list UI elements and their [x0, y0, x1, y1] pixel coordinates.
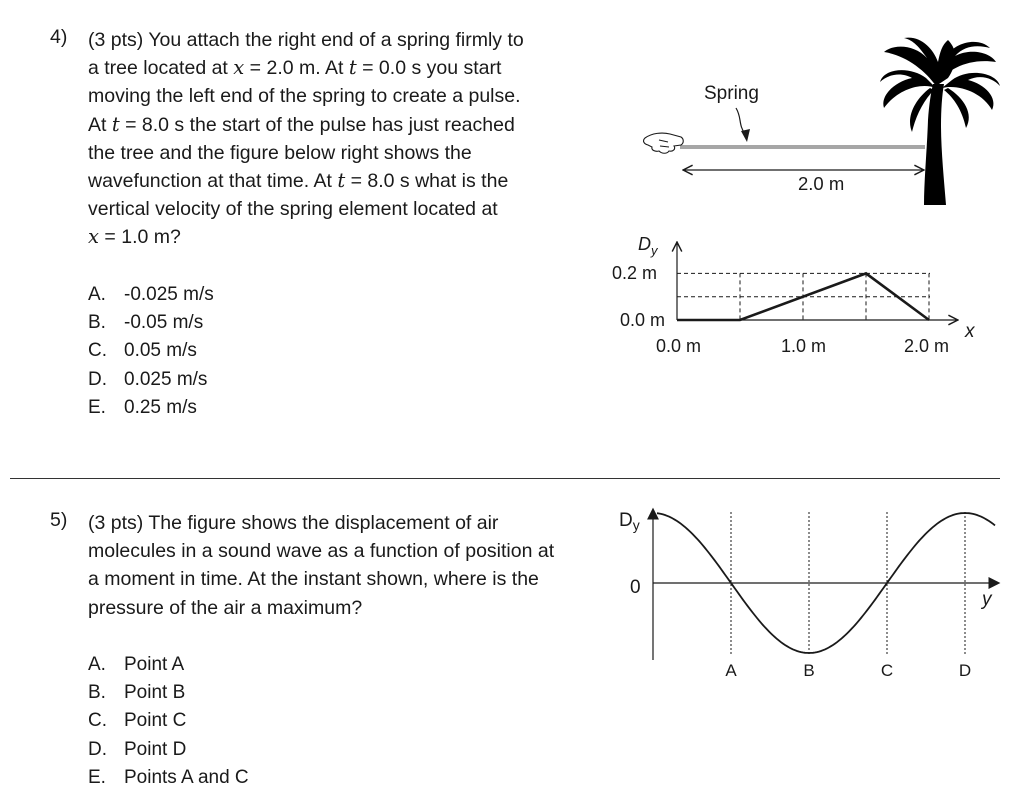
choice-letter: D.	[88, 368, 107, 390]
choice-letter: D.	[88, 738, 107, 760]
choice-letter: B.	[88, 682, 106, 704]
text-segment: = 8.0 s what is the	[345, 170, 509, 193]
math-variable: x	[233, 56, 245, 80]
q5-x-axis-label: y	[982, 589, 992, 610]
q5-point-label-a: A	[725, 661, 737, 680]
palm-tree-icon	[880, 38, 1000, 205]
text-segment: (3 pts) You attach the right end of a spring firmly to	[88, 29, 524, 51]
q4-number: 4)	[50, 26, 68, 48]
distance-label: 2.0 m	[798, 173, 845, 194]
text-segment: the tree and the figure below right shows the	[88, 141, 472, 164]
q4-x-axis-label: x	[965, 321, 975, 342]
q4-y-tick-zero: 0.0 m	[620, 310, 666, 330]
choice-text: Points A and C	[124, 766, 249, 788]
spring-label-pointer	[736, 108, 745, 134]
spring-figure	[644, 38, 1000, 205]
q4-x-tick-2: 2.0 m	[904, 336, 950, 356]
text-segment: a tree located at	[88, 57, 234, 80]
q5-point-label-d: D	[958, 661, 972, 680]
math-variable: t	[337, 169, 346, 193]
hand-icon	[644, 133, 684, 153]
choice-text: Point A	[124, 654, 185, 675]
q5-number: 5)	[50, 509, 68, 531]
text-segment: a moment in time. At the instant shown, where is the	[88, 568, 539, 591]
text-segment: (3 pts) The figure shows the displacement of air	[88, 512, 499, 534]
math-variable: x	[88, 225, 99, 249]
choice-text: -0.05 m/s	[124, 312, 204, 334]
choice-letter: E.	[88, 396, 106, 418]
q5-graph	[619, 510, 998, 680]
text-segment: vertical velocity of the spring element located at	[88, 198, 498, 221]
q5-y-axis-label: $D_y$	[619, 510, 640, 533]
text-segment: = 8.0 s the start of the pulse has just reached	[119, 113, 515, 136]
q5-point-label-c: C	[880, 661, 894, 680]
choice-letter: A.	[88, 284, 106, 305]
text-segment: moving the left end of the spring to create a pulse.	[88, 85, 521, 108]
choice-text: 0.025 m/s	[124, 368, 208, 390]
q4-y-axis-label: $D_y$	[638, 234, 658, 258]
text-segment: At	[88, 113, 112, 136]
q4-x-tick-1: 1.0 m	[781, 336, 827, 356]
math-variable: t	[348, 56, 357, 80]
text-segment: wavefunction at that time. At	[88, 170, 338, 193]
choice-text: -0.025 m/s	[124, 284, 214, 305]
text-segment: molecules in a sound wave as a function of position at	[88, 540, 555, 563]
choice-text: Point B	[124, 682, 186, 704]
choice-text: Point D	[124, 738, 187, 760]
choice-text: Point C	[124, 710, 187, 732]
q5-point-labels	[725, 661, 971, 680]
choice-text: 0.05 m/s	[124, 340, 197, 362]
choice-letter: A.	[88, 654, 106, 675]
q4-graph	[612, 234, 976, 356]
choice-text: 0.25 m/s	[124, 396, 197, 418]
q5-point-label-b: B	[803, 661, 815, 680]
math-variable: t	[111, 112, 120, 136]
text-segment: = 0.0 s you start	[356, 57, 502, 80]
text-segment: = 1.0 m?	[99, 226, 181, 249]
q4-y-tick-top: 0.2 m	[612, 263, 658, 283]
spring-label: Spring	[704, 83, 759, 104]
choice-letter: C.	[88, 340, 107, 362]
choice-letter: C.	[88, 710, 107, 732]
text-segment: pressure of the air a maximum?	[88, 596, 363, 619]
text-segment: = 2.0 m. At	[244, 57, 349, 80]
q4-x-tick-0: 0.0 m	[656, 336, 702, 356]
q5-zero-label: 0	[630, 577, 641, 598]
choice-letter: B.	[88, 312, 106, 334]
choice-letter: E.	[88, 766, 106, 788]
